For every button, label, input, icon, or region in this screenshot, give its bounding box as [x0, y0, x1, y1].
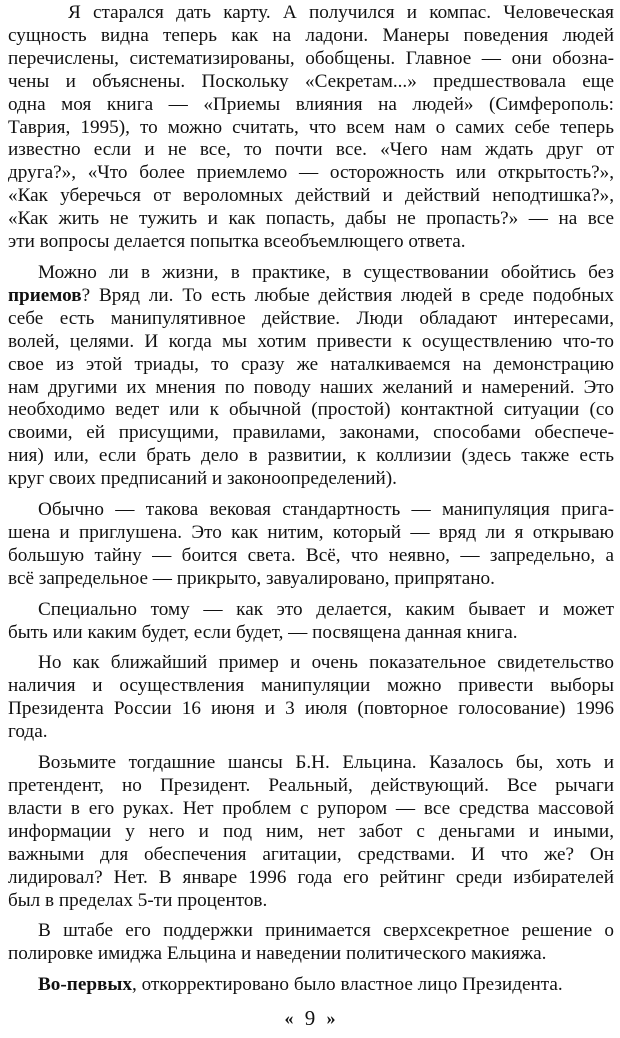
- page-footer: [0, 1004, 620, 1030]
- text-line: приемов? Вряд ли. То есть любые действия людей в среде подобных: [8, 284, 614, 306]
- text-line: информации у него и под ним, нет забот с деньгами и иными,: [8, 820, 614, 842]
- text-line: В штабе его поддержки принимается сверхсекретное решение о: [38, 920, 614, 942]
- paragraph: [8, 499, 614, 591]
- page-body: [8, 2, 614, 1005]
- text-line: Президента России 16 июня и 3 июля (повторное голосование) 1996: [8, 698, 614, 720]
- text-line: претендент, но Президент. Реальный, действующий. Все рычаги: [8, 775, 614, 796]
- paragraph: [8, 974, 614, 997]
- text-line: перечислены, систематизированы, обобщены. Главное — они обозна-: [8, 47, 614, 69]
- text-line: необходимо ведет или к обычной (простой) контактной ситуации (со: [8, 399, 614, 421]
- paragraph: [8, 262, 614, 491]
- text-line: полировке имиджа Ельцина и наведении политического макияжа.: [8, 943, 547, 965]
- text-line: Возьмите тогдашние шансы Б.Н. Ельцина. Казалось бы, хоть и: [38, 752, 614, 774]
- text-line: лидировал? Нет. В январе 1996 года его рейтинг среди избирателей: [8, 866, 614, 888]
- text-line: Во-первых, откорректировано было властное лицо Президента.: [38, 974, 563, 996]
- text-line: Специально тому — как это делается, каким бывает и может: [38, 598, 614, 620]
- text-line: всё запредельное — прикрыто, завуалировано, припрятано.: [8, 567, 495, 589]
- text-line: Обычно — такова вековая стандартность — манипуляция прига-: [38, 499, 614, 521]
- paragraph: [8, 652, 614, 744]
- text-line: одна моя книга — «Приемы влияния на людей» (Симферополь:: [8, 93, 614, 115]
- paragraph: [8, 2, 614, 254]
- text-line: ния) или, если брать дело в развитии, к коллизии (здесь также есть: [8, 445, 614, 467]
- bold-term: приемов: [8, 284, 82, 306]
- text-line: круг своих предписаний и законоопределений).: [8, 468, 397, 490]
- paragraph: [8, 599, 614, 645]
- text-line: эти вопросы делается попытка всеобъемлющего ответа.: [8, 231, 466, 253]
- text-line: Но как ближайший пример и очень показательное свидетельство: [38, 652, 614, 674]
- double-right-arrow-icon[interactable]: »: [326, 1008, 336, 1029]
- text-line: «Как уберечься от вероломных действий и действий неподтишка?»,: [8, 185, 614, 207]
- text-line: большую тайну — боится света. Всё, что неявно, — запредельно, а: [8, 544, 614, 566]
- text-line: друга?», «Что более приемлемо — осторожность или открытость?»,: [8, 162, 614, 184]
- text-line: свое из этой триады, то сразу же наталкиваемся на демонстрацию: [8, 353, 614, 375]
- text-line: важными для обеспечения агитации, средствами. И что же? Он: [8, 843, 614, 865]
- double-left-arrow-icon[interactable]: «: [284, 1008, 294, 1029]
- text-line: Таврия, 1995), то можно считать, что всем нам о самих себе теперь: [8, 116, 614, 138]
- paragraph: [8, 920, 614, 966]
- text-line: был в пределах 5-ти процентов.: [8, 889, 268, 911]
- bold-term: Во-первых: [38, 974, 132, 996]
- text-line: года.: [8, 721, 48, 743]
- paragraph: [8, 752, 614, 912]
- text-line: «Как жить не тужить и как попасть, дабы не пропасть?» — на все: [8, 208, 614, 230]
- text-line: наличия и осуществления манипуляции можно привести выборы: [8, 675, 614, 697]
- text-line: нам другими их мнения по поводу наших желаний и намерений. Это: [8, 376, 614, 398]
- page-number: 9: [304, 1006, 316, 1031]
- text-line: шена и приглушена. Это как нитим, который — вряд ли я открываю: [8, 521, 614, 543]
- text-line: Можно ли в жизни, в практике, в существовании обойтись без: [38, 261, 614, 283]
- text-line: Я старался дать карту. А получился и компас. Человеческая: [68, 2, 614, 23]
- text-line: быть или каким будет, если будет, — посвящена данная книга.: [8, 621, 518, 643]
- text-line: известно если и не все, то почти все. «Чего нам ждать друг от: [8, 139, 614, 161]
- text-line: сущность видна теперь как на ладони. Манеры поведения людей: [8, 24, 614, 46]
- text-line: волей, целями. И когда мы хотим привести к осуществлению что-то: [8, 330, 614, 352]
- text-line: власти в его руках. Нет проблем с рупором — все средства массовой: [8, 797, 614, 819]
- text-line: своими, ей присущими, правилами, законами, способами обеспече-: [8, 422, 614, 444]
- text-line: себе есть манипулятивное действие. Люди обладают интересами,: [8, 307, 614, 329]
- text-line: чены и объяснены. Поскольку «Секретам...» предшествовала еще: [8, 70, 614, 92]
